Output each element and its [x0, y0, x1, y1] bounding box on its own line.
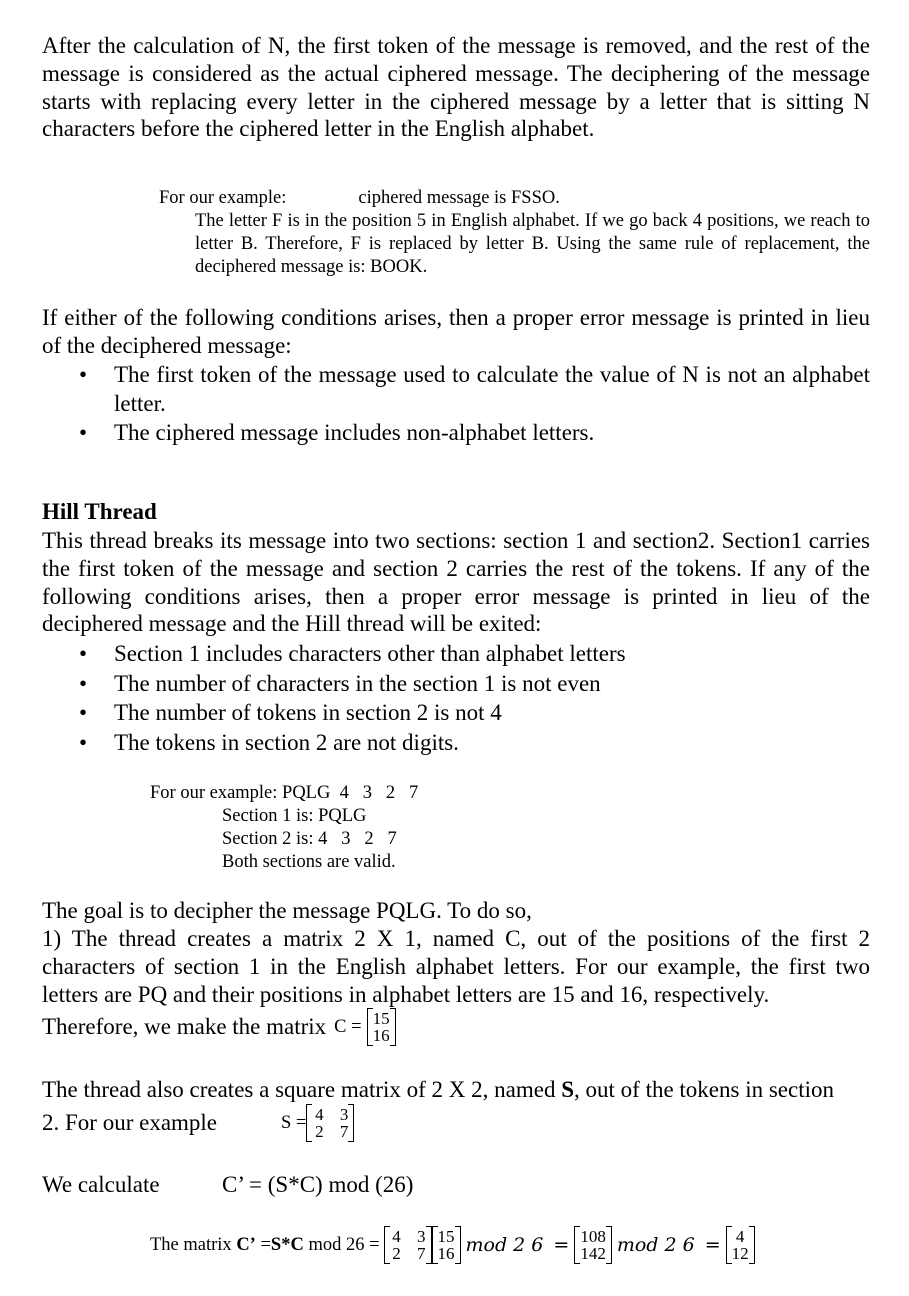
matrix-s-label: S =	[281, 1113, 307, 1133]
final-matrix-result: 4 12	[726, 1226, 755, 1264]
final-sc: S*C	[270, 1234, 304, 1255]
bullet-icon: •	[79, 700, 88, 725]
example1-label: For our example:	[159, 188, 287, 208]
matrix-c	[367, 1008, 396, 1046]
matrix-s-line1: The thread also creates a square matrix of 2 X 2, named S, out of the tokens in section	[42, 1077, 835, 1102]
matrix-c-cell: 16	[372, 1026, 390, 1045]
matrix-c-label: C =	[334, 1017, 362, 1037]
example2-line1: For our example: PQLG 4 3 2 7	[150, 783, 419, 803]
matrix-s-cell: 7	[339, 1122, 349, 1141]
final-mod-2: mod 2 6	[616, 1234, 695, 1256]
matrix-s	[306, 1104, 354, 1142]
list-item: • The number of tokens in section 2 is not 4	[42, 698, 870, 728]
example2-line3: Section 2 is: 4 3 2 7	[222, 829, 397, 849]
goal-line: The goal is to decipher the message PQLG. To do so,	[42, 898, 532, 923]
calc-formula: C’ = (S*C) mod (26)	[222, 1172, 414, 1197]
matrix-c-line	[42, 1008, 396, 1046]
bullet-icon: •	[79, 420, 88, 445]
hill-thread-heading: Hill Thread	[42, 499, 157, 524]
error-conditions-list	[42, 361, 870, 448]
matrix-c-cell: 15	[372, 1009, 390, 1028]
calc-label: We calculate	[42, 1172, 160, 1197]
final-calculation: The matrix C’ = S*C mod 26 = 4 3 2 7 15 16 mod 2 6 = 108 142 mod 2 6 = 4 12	[150, 1226, 755, 1264]
bullet-icon: •	[79, 670, 88, 696]
example1-label-line	[159, 187, 560, 210]
final-matrix-product: 108 142	[574, 1226, 612, 1264]
final-matrix-s: 4 3 2 7	[384, 1226, 432, 1264]
list-item: • The number of characters in the section 1 is not even	[42, 669, 870, 699]
paragraph-matrix-c: 1) The thread creates a matrix 2 X 1, named C, out of the positions of the first 2 characters of section 1 in the English alphabet letters. For our example, the first two letters are PQ and their positions in alphabet letters are 15 and 16, respectively.	[42, 926, 870, 1007]
final-prefix: The matrix	[150, 1234, 232, 1255]
hill-conditions-list	[42, 639, 870, 757]
example1-detail: The letter F is in the position 5 in English alphabet. If we go back 4 positions, we reach to letter B. Therefore, F is replaced by letter B. Using the same rule of replacement, the deciphered message is: BOOK.	[195, 211, 870, 278]
bullet-icon: •	[79, 641, 88, 666]
matrix-s-cell: 4	[315, 1105, 324, 1124]
paragraph-deciphering: After the calculation of N, the first token of the message is removed, and the rest of the message is considered as the actual ciphered message. The deciphering of the message starts with replacing every letter in the ciphered message by a letter that is sitting N characters before the ciphered letter in the English alphabet.	[42, 33, 870, 142]
matrix-s-line2	[42, 1104, 354, 1142]
final-mod-1: mod 2 6	[465, 1234, 544, 1256]
list-item: • The ciphered message includes non-alphabet letters.	[42, 419, 870, 448]
list-item: • Section 1 includes characters other than alphabet letters	[42, 639, 870, 669]
example2-line4: Both sections are valid.	[222, 852, 396, 872]
final-matrix-c: 15 16	[432, 1226, 461, 1264]
list-item: • The tokens in section 2 are not digits.	[42, 728, 870, 758]
paragraph-error-conditions: If either of the following conditions arises, then a proper error message is printed in lieu of the deciphered message:	[42, 305, 870, 358]
paragraph-hill-thread: This thread breaks its message into two sections: section 1 and section2. Section1 carries the first token of the message and section 2 carries the rest of the tokens. If any of the following conditions arises, then a proper error message is printed in lieu of the deciphered message and the Hill thread will be exited:	[42, 528, 870, 637]
matrix-c-intro: Therefore, we make the matrix	[42, 1014, 327, 1039]
matrix-s-intro: 2. For our example	[42, 1110, 218, 1135]
matrix-s-cell: 2	[315, 1122, 324, 1141]
bullet-icon: •	[79, 362, 88, 387]
list-item: • The first token of the message used to calculate the value of N is not an alphabet letter.	[79, 362, 870, 416]
bullet-icon: •	[79, 729, 88, 755]
matrix-s-name: S	[561, 1077, 575, 1102]
example2-line2: Section 1 is: PQLG	[222, 806, 367, 826]
matrix-s-cell: 3	[339, 1105, 349, 1124]
final-cprime: C’	[236, 1234, 256, 1255]
example1-value: ciphered message is FSSO.	[358, 188, 560, 208]
final-mod-text: mod 26 =	[308, 1234, 380, 1255]
